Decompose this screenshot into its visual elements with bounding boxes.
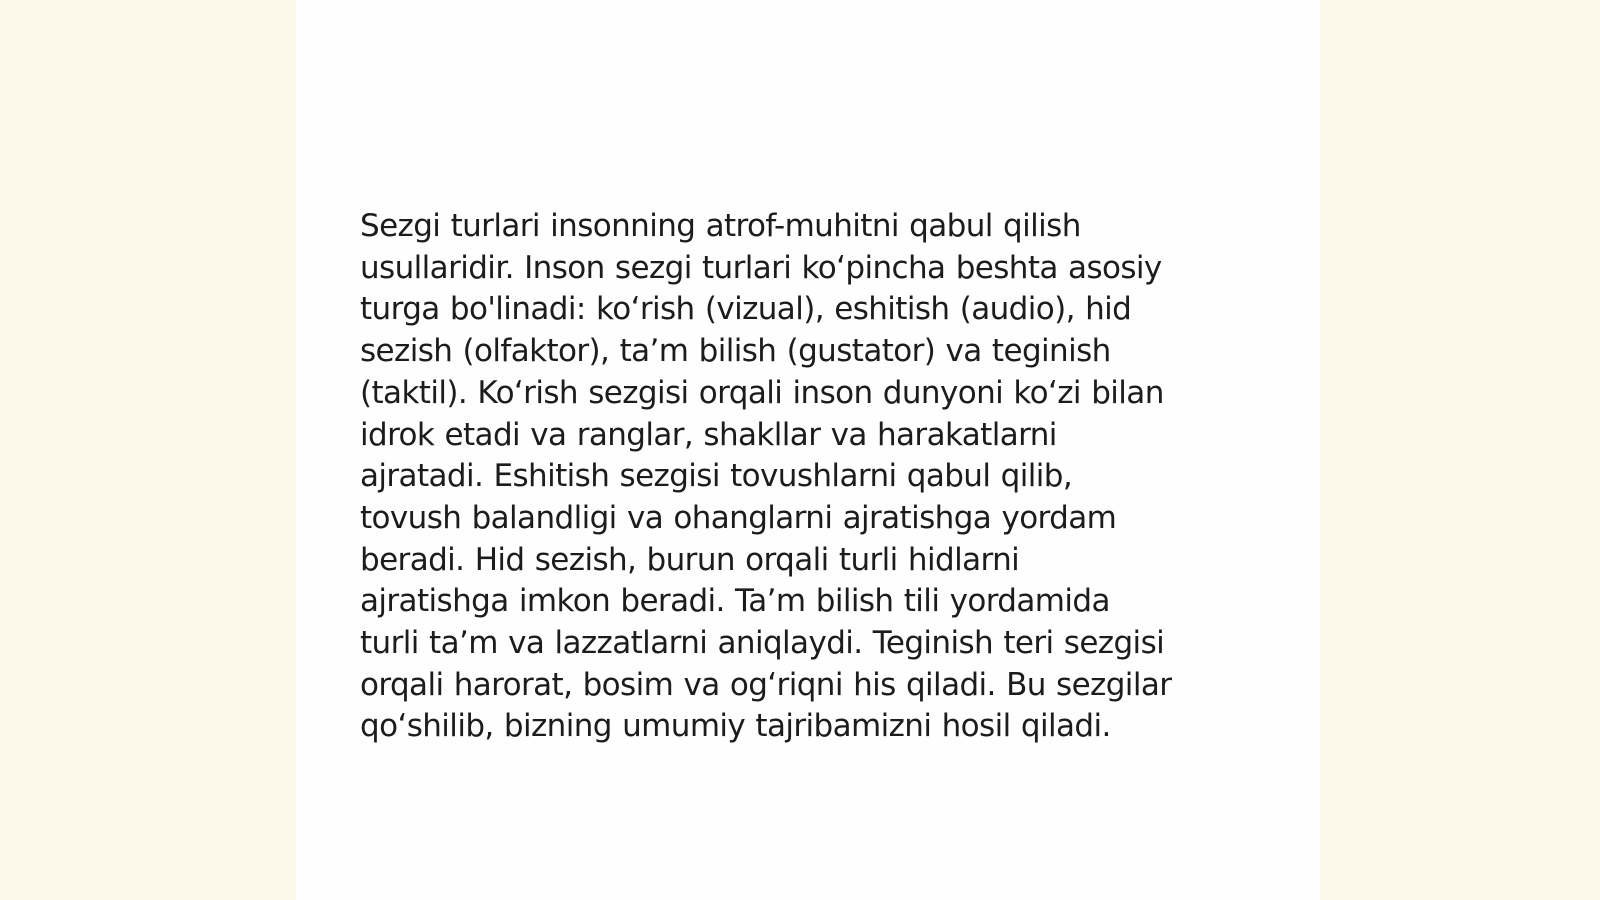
paragraph-line: usullaridir. Inson sezgi turlari ko‘pincha beshta asosiy — [360, 249, 1162, 286]
paragraph-line: beradi. Hid sezish, burun orqali turli hidlarni — [360, 541, 1020, 578]
paragraph-line: tovush balandligi va ohanglarni ajratishga yordam — [360, 499, 1117, 536]
body-paragraph — [360, 206, 1260, 748]
paragraph-line: orqali harorat, bosim va og‘riqni his qiladi. Bu sezgilar — [360, 666, 1172, 703]
paragraph-line: qo‘shilib, bizning umumiy tajribamizni hosil qiladi. — [360, 708, 1111, 745]
paragraph-line: ajratadi. Eshitish sezgisi tovushlarni qabul qilib, — [360, 458, 1073, 495]
paragraph-line: ajratishga imkon beradi. Ta’m bilish tili yordamida — [360, 583, 1110, 620]
document-page — [296, 0, 1320, 900]
paragraph-line: idrok etadi va ranglar, shakllar va harakatlarni — [360, 416, 1057, 453]
paragraph-line: sezish (olfaktor), ta’m bilish (gustator) va teginish — [360, 333, 1111, 370]
paragraph-line: turli ta’m va lazzatlarni aniqlaydi. Teginish teri sezgisi — [360, 625, 1165, 662]
paragraph-line: (taktil). Ko‘rish sezgisi orqali inson dunyoni ko‘zi bilan — [360, 374, 1164, 411]
paragraph-line: turga bo'linadi: ko‘rish (vizual), eshitish (audio), hid — [360, 291, 1132, 328]
paragraph-line: Sezgi turlari insonning atrof-muhitni qabul qilish — [360, 208, 1081, 244]
